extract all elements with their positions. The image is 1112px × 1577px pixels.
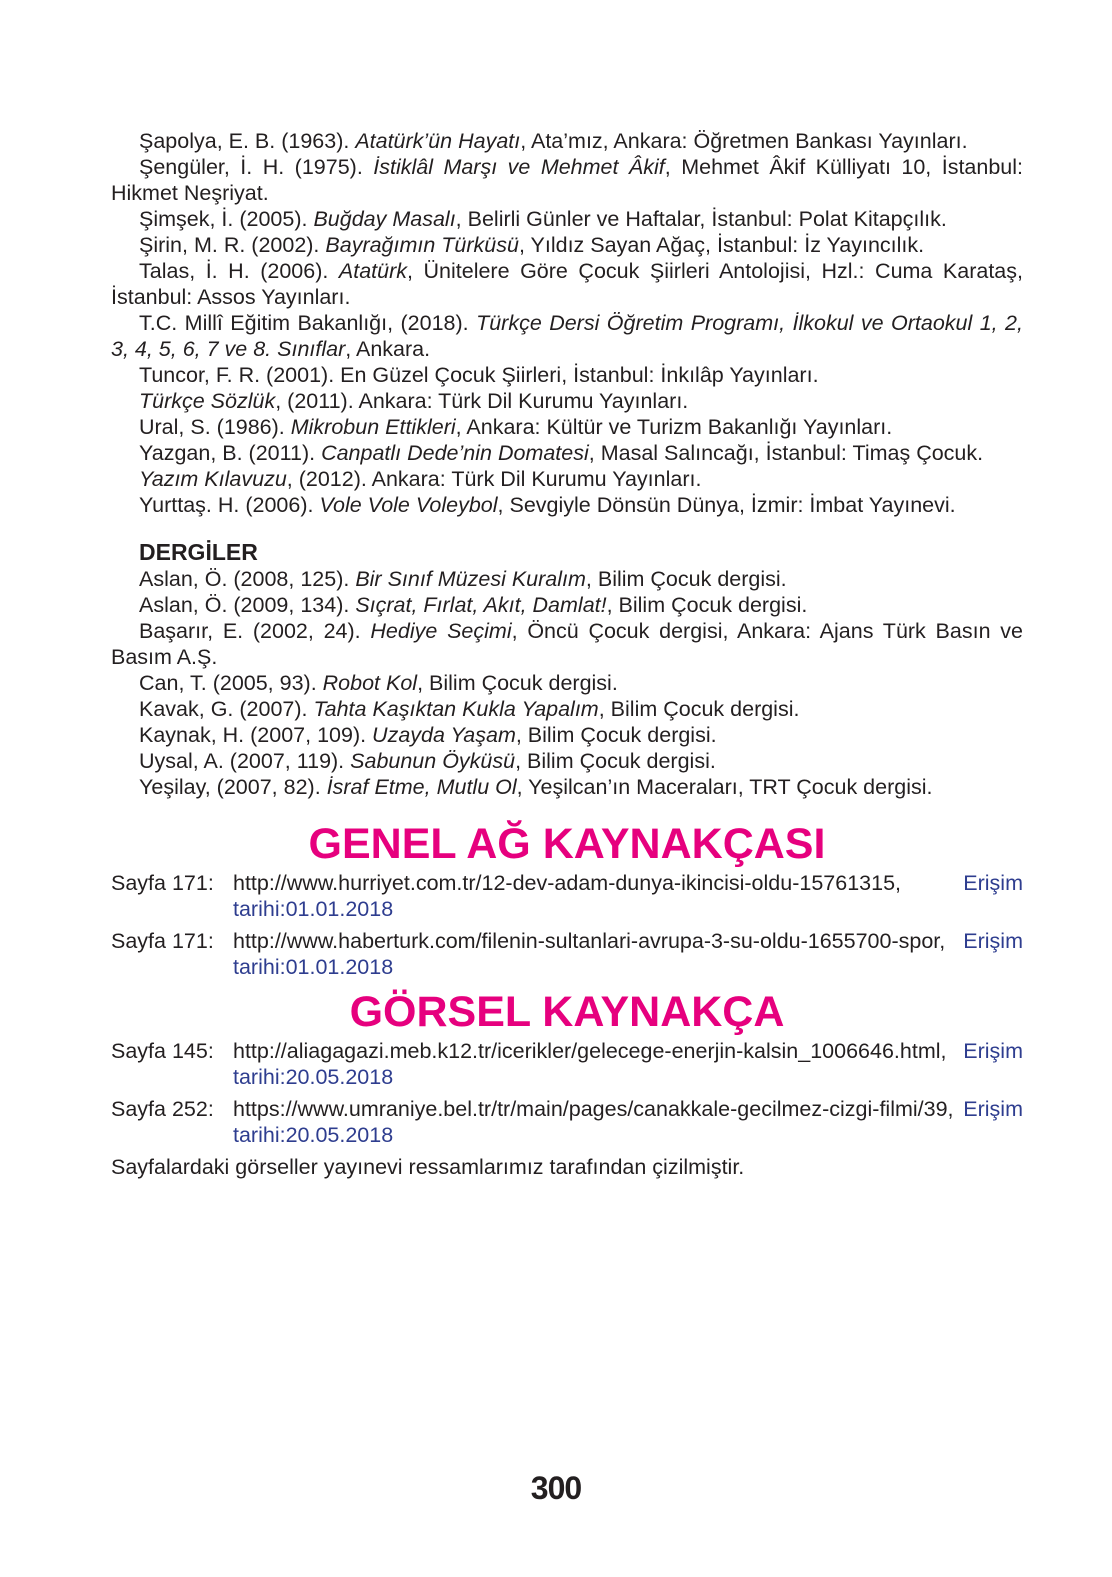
entry-author: Ural, S. (1986). <box>139 415 291 439</box>
access-date: Erişim tarihi:20.05.2018 <box>233 1097 1023 1147</box>
entry-author: Aslan, Ö. (2009, 134). <box>139 593 356 617</box>
reference-entry <box>111 206 1023 232</box>
image-sources-list <box>111 1038 1023 1148</box>
entry-author: Yeşilay, (2007, 82). <box>139 775 327 799</box>
entry-title: İsraf Etme, Mutlu Ol <box>326 775 517 799</box>
source-row <box>111 928 1023 980</box>
reference-entry <box>111 566 1023 592</box>
entry-author: Uysal, A. (2007, 119). <box>139 749 351 773</box>
source-row <box>111 870 1023 922</box>
reference-entry <box>111 670 1023 696</box>
source-page-label: Sayfa 171: <box>111 929 214 953</box>
entry-details: , Masal Salıncağı, İstanbul: Timaş Çocuk. <box>588 441 984 465</box>
entry-author: Kavak, G. (2007). <box>139 697 314 721</box>
entry-details: , Yeşilcan’ın Maceraları, TRT Çocuk dergisi. <box>516 775 933 799</box>
reference-entry <box>111 128 1023 154</box>
source-row <box>111 1038 1023 1090</box>
source-url[interactable]: http://www.hurriyet.com.tr/12-dev-adam-dunya-ikincisi-oldu-15761315, <box>233 871 902 895</box>
reference-entry <box>111 722 1023 748</box>
entry-author: Şimşek, İ. (2005). <box>139 207 314 231</box>
reference-entry <box>111 154 1023 206</box>
reference-entry <box>111 362 1023 388</box>
reference-entry <box>111 748 1023 774</box>
reference-entry <box>111 618 1023 670</box>
entry-title: Yazım Kılavuzu <box>139 467 287 491</box>
source-body <box>233 1096 1023 1148</box>
entry-title: Sabunun Öyküsü <box>350 749 516 773</box>
entry-title: Bayrağımın Türküsü <box>325 233 519 257</box>
entry-title: Vole Vole Voleybol <box>319 493 498 517</box>
entry-title: Mikrobun Ettikleri <box>290 415 456 439</box>
reference-entry <box>111 388 1023 414</box>
entry-title: Atatürk’ün Hayatı <box>355 129 521 153</box>
access-date: Erişim tarihi:01.01.2018 <box>233 929 1023 979</box>
entry-author: Şapolya, E. B. (1963). <box>139 129 356 153</box>
entry-author: Tuncor, F. R. (2001). En Güzel Çocuk Şiirleri, İstanbul: İnkılâp Yayınları. <box>139 363 819 387</box>
entry-details: , Bilim Çocuk dergisi. <box>515 723 717 747</box>
entry-details: , Mehmet Âkif Külliyatı 10, İstanbul: Hikmet Neşriyat. <box>111 155 1023 205</box>
entry-title: Türkçe Dersi Öğretim Programı, İlkokul ve Ortaokul 1, 2, 3, 4, 5, 6, 7 ve 8. Sınıflar <box>111 311 1023 361</box>
web-sources-list <box>111 870 1023 980</box>
entry-author: Başarır, E. (2002, 24). <box>139 619 371 643</box>
entry-author: Talas, İ. H. (2006). <box>139 259 339 283</box>
magazines-heading: DERGİLER <box>139 539 258 565</box>
illustrations-note: Sayfalardaki görseller yayınevi ressamlarımız tarafından çizilmiştir. <box>111 1155 745 1179</box>
entry-details: , (2011). Ankara: Türk Dil Kurumu Yayınları. <box>275 389 689 413</box>
access-date: Erişim tarihi:01.01.2018 <box>233 871 1023 921</box>
reference-entry <box>111 232 1023 258</box>
web-sources-heading: GENEL AĞ KAYNAKÇASI <box>308 820 826 868</box>
source-page-label: Sayfa 171: <box>111 871 214 895</box>
entry-title: Hediye Seçimi <box>370 619 512 643</box>
source-page-label: Sayfa 252: <box>111 1097 214 1121</box>
entry-title: Canpatlı Dede’nin Domatesi <box>321 441 589 465</box>
entry-details: , Öncü Çocuk dergisi, Ankara: Ajans Türk Basın ve Basım A.Ş. <box>111 619 1023 669</box>
entry-title: Sıçrat, Fırlat, Akıt, Damlat! <box>355 593 607 617</box>
entry-author: T.C. Millî Eğitim Bakanlığı, (2018). <box>139 311 477 335</box>
entry-details: , Ankara. <box>345 337 431 361</box>
entry-title: Türkçe Sözlük <box>139 389 276 413</box>
reference-entry <box>111 466 1023 492</box>
source-url[interactable]: http://www.haberturk.com/filenin-sultanlari-avrupa-3-su-oldu-1655700-spor, <box>233 929 946 953</box>
entry-title: Robot Kol <box>322 671 418 695</box>
entry-author: Aslan, Ö. (2008, 125). <box>139 567 356 591</box>
entry-details: , Belirli Günler ve Haftalar, İstanbul: Polat Kitapçılık. <box>455 207 947 231</box>
source-row <box>111 1096 1023 1148</box>
entry-author: Yurttaş. H. (2006). <box>139 493 320 517</box>
source-body <box>233 870 1023 922</box>
entry-details: , Bilim Çocuk dergisi. <box>585 567 787 591</box>
page-content <box>111 128 1023 1180</box>
reference-entry <box>111 258 1023 310</box>
entry-details: , Bilim Çocuk dergisi. <box>515 749 716 773</box>
entry-title: Bir Sınıf Müzesi Kuralım <box>355 567 586 591</box>
reference-entry <box>111 696 1023 722</box>
reference-entry <box>111 414 1023 440</box>
entry-author: Can, T. (2005, 93). <box>139 671 323 695</box>
entry-details: , (2012). Ankara: Türk Dil Kurumu Yayınları. <box>286 467 702 491</box>
source-body <box>233 1038 1023 1090</box>
entry-details: , Ankara: Kültür ve Turizm Bakanlığı Yayınları. <box>455 415 893 439</box>
entry-author: Şengüler, İ. H. (1975). <box>139 155 374 179</box>
source-page-label: Sayfa 145: <box>111 1039 214 1063</box>
entry-title: Uzayda Yaşam <box>372 723 516 747</box>
entry-details: , Ünitelere Göre Çocuk Şiirleri Antolojisi, Hzl.: Cuma Karataş, İstanbul: Assos Yayınları. <box>111 259 1023 309</box>
reference-entry <box>111 774 1023 800</box>
entry-details: , Bilim Çocuk dergisi. <box>606 593 808 617</box>
entry-title: Atatürk <box>338 259 407 283</box>
entry-details: , Yıldız Sayan Ağaç, İstanbul: İz Yayıncılık. <box>518 233 925 257</box>
entry-title: İstiklâl Marşı ve Mehmet Âkif <box>373 155 665 179</box>
reference-entry <box>111 440 1023 466</box>
entry-details: , Bilim Çocuk dergisi. <box>417 671 618 695</box>
image-sources-heading: GÖRSEL KAYNAKÇA <box>349 988 785 1036</box>
entry-author: Şirin, M. R. (2002). <box>139 233 326 257</box>
entry-title: Tahta Kaşıktan Kukla Yapalım <box>313 697 599 721</box>
reference-entry <box>111 310 1023 362</box>
entry-details: , Ata’mız, Ankara: Öğretmen Bankası Yayınları. <box>520 129 968 153</box>
magazines-list <box>111 566 1023 800</box>
access-date: Erişim tarihi:20.05.2018 <box>233 1039 1023 1089</box>
source-body <box>233 928 1023 980</box>
page-number: 300 <box>530 1470 582 1506</box>
entry-author: Yazgan, B. (2011). <box>139 441 322 465</box>
reference-entry <box>111 492 1023 518</box>
entry-details: , Sevgiyle Dönsün Dünya, İzmir: İmbat Yayınevi. <box>497 493 956 517</box>
entry-title: Buğday Masalı <box>313 207 456 231</box>
entry-author: Kaynak, H. (2007, 109). <box>139 723 373 747</box>
source-url[interactable]: https://www.umraniye.bel.tr/tr/main/pages/canakkale-gecilmez-cizgi-filmi/39, <box>233 1097 954 1121</box>
reference-entry <box>111 592 1023 618</box>
bibliography-list <box>111 128 1023 518</box>
entry-details: , Bilim Çocuk dergisi. <box>598 697 800 721</box>
source-url[interactable]: http://aliagagazi.meb.k12.tr/icerikler/gelecege-enerjin-kalsin_1006646.html, <box>233 1039 947 1063</box>
